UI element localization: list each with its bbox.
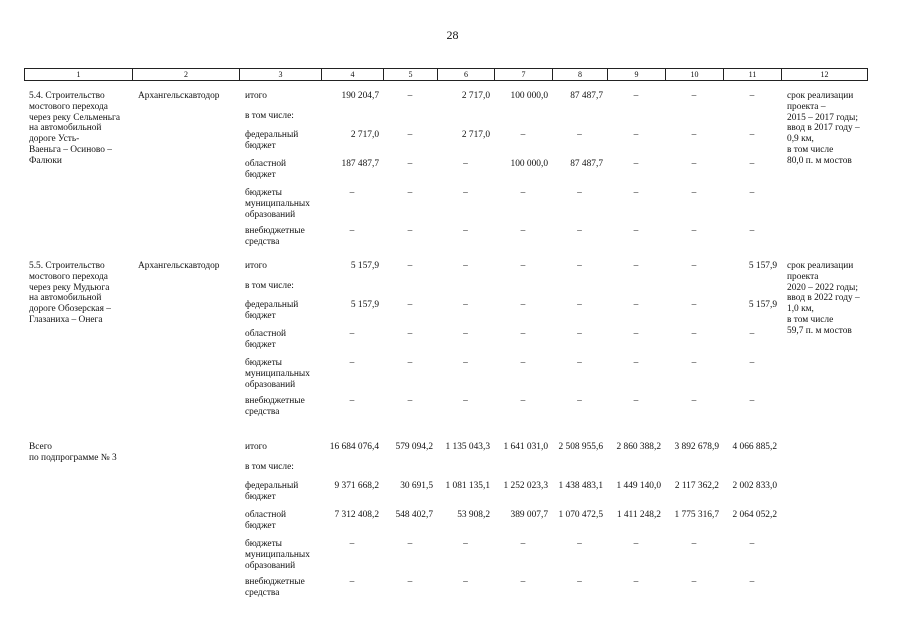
column-number-header — [24, 68, 868, 81]
value-dash: – — [407, 577, 413, 587]
value-cell: 53 908,2 — [457, 510, 490, 520]
value-dash: – — [407, 261, 413, 271]
value-dash: – — [407, 188, 413, 198]
value-dash: – — [691, 261, 697, 271]
project-name-line: дороге Обозерская – — [29, 304, 111, 315]
value-cell: 87 487,7 — [570, 91, 603, 101]
value-dash: – — [691, 329, 697, 339]
column-header-9: 9 — [607, 69, 665, 80]
value-cell: 5 157,9 — [748, 261, 777, 271]
funding-source-label: бюджет — [245, 339, 276, 350]
funding-source-label: в том числе: — [245, 111, 294, 121]
funding-source-label: муниципальных — [245, 368, 310, 379]
funding-source-label: средства — [245, 587, 280, 598]
value-dash: – — [577, 188, 582, 198]
value-cell: 187 487,7 — [341, 159, 379, 169]
project-name-line: Глазаниха – Онега — [29, 315, 103, 325]
executor: Архангельскавтодор — [138, 261, 220, 271]
value-dash: – — [520, 226, 526, 236]
value-dash: – — [463, 358, 468, 368]
funding-source-label: образований — [245, 560, 296, 571]
funding-source-label: итого — [245, 261, 267, 271]
value-dash: – — [749, 358, 755, 368]
value-dash: – — [463, 539, 468, 549]
project-name-line: мостового перехода — [29, 271, 108, 282]
column-header-3: 3 — [239, 69, 321, 80]
value-cell: 1 411 248,2 — [616, 510, 661, 520]
project-note-line: ввод в 2017 году – — [787, 123, 860, 134]
funding-source-label: бюджет — [245, 169, 276, 180]
value-cell: 2 717,0 — [461, 130, 490, 140]
value-dash: – — [349, 539, 355, 549]
column-header-7: 7 — [494, 69, 552, 80]
project-name-line: на автомобильной — [29, 293, 102, 304]
column-header-10: 10 — [665, 69, 723, 80]
value-dash: – — [520, 130, 526, 140]
value-dash: – — [691, 130, 697, 140]
value-dash: – — [349, 358, 355, 368]
project-name-line: 5.4. Строительство — [29, 91, 105, 101]
value-dash: – — [407, 159, 413, 169]
value-cell: 5 157,9 — [350, 261, 379, 271]
executor: Архангельскавтодор — [138, 91, 220, 101]
project-note-line: проекта — [787, 271, 819, 282]
value-dash: – — [691, 300, 697, 310]
value-dash: – — [749, 226, 755, 236]
funding-source-label: итого — [245, 442, 267, 452]
value-cell: 30 691,5 — [400, 481, 433, 491]
value-cell: 5 157,9 — [350, 300, 379, 310]
value-dash: – — [577, 329, 582, 339]
value-cell: 1 135 043,3 — [445, 442, 490, 452]
project-name-line: на автомобильной — [29, 123, 102, 134]
value-dash: – — [463, 188, 468, 198]
project-name-line: дороге Усть- — [29, 134, 80, 145]
value-dash: – — [577, 130, 582, 140]
value-cell: 7 312 408,2 — [334, 510, 379, 520]
project-name-line: мостового перехода — [29, 101, 108, 112]
value-dash: – — [520, 261, 526, 271]
funding-source-label: муниципальных — [245, 549, 310, 560]
value-dash: – — [407, 91, 413, 101]
value-dash: – — [463, 159, 468, 169]
value-cell: 2 717,0 — [350, 130, 379, 140]
value-cell: 100 000,0 — [510, 159, 548, 169]
project-note-line: в том числе — [787, 145, 834, 155]
project-note-line: 80,0 п. м мостов — [787, 155, 852, 166]
funding-source-label: образований — [245, 379, 296, 390]
value-cell: 1 070 472,5 — [558, 510, 603, 520]
project-note-line: 2020 – 2022 годы; — [787, 282, 858, 293]
value-dash: – — [691, 539, 697, 549]
value-cell: 1 775 316,7 — [674, 510, 719, 520]
value-dash: – — [463, 396, 468, 406]
value-cell: 2 508 955,6 — [558, 442, 603, 452]
value-cell: 3 892 678,9 — [674, 442, 719, 452]
column-header-2: 2 — [132, 69, 239, 80]
funding-source-label: областной — [245, 159, 287, 169]
value-dash: – — [633, 539, 639, 549]
project-note-line: ввод в 2022 году – — [787, 293, 860, 304]
value-cell: 1 449 140,0 — [616, 481, 661, 491]
funding-source-label: внебюджетные — [245, 226, 305, 236]
value-dash: – — [349, 226, 355, 236]
value-cell: 2 717,0 — [461, 91, 490, 101]
value-dash: – — [520, 539, 526, 549]
project-name-line: Ваеньга – Осиново – — [29, 145, 112, 155]
column-header-5: 5 — [383, 69, 437, 80]
funding-source-label: федеральный — [245, 300, 299, 310]
page-number: 28 — [446, 28, 459, 42]
project-name-line: 5.5. Строительство — [29, 261, 105, 271]
value-dash: – — [691, 226, 697, 236]
value-dash: – — [407, 396, 413, 406]
value-dash: – — [577, 396, 582, 406]
value-dash: – — [691, 159, 697, 169]
value-cell: 2 064 052,2 — [732, 510, 777, 520]
funding-source-label: бюджет — [245, 491, 276, 502]
value-cell: 16 684 076,4 — [329, 442, 379, 452]
value-cell: 548 402,7 — [395, 510, 433, 520]
project-note-line: 1,0 км, — [787, 304, 814, 315]
value-dash: – — [577, 300, 582, 310]
value-dash: – — [407, 329, 413, 339]
value-dash: – — [349, 577, 355, 587]
project-note-line: проекта – — [787, 101, 826, 112]
value-dash: – — [520, 188, 526, 198]
value-dash: – — [691, 396, 697, 406]
funding-source-label: внебюджетные — [245, 577, 305, 587]
value-dash: – — [633, 188, 639, 198]
column-header-11: 11 — [723, 69, 781, 80]
funding-source-label: бюджеты — [245, 539, 282, 549]
value-dash: – — [407, 300, 413, 310]
project-note-line: срок реализации — [787, 261, 854, 271]
value-dash: – — [633, 396, 639, 406]
project-name-line: Всего — [29, 442, 52, 452]
value-dash: – — [633, 91, 639, 101]
value-dash: – — [749, 91, 755, 101]
value-dash: – — [349, 329, 355, 339]
value-dash: – — [463, 261, 468, 271]
value-cell: 389 007,7 — [510, 510, 548, 520]
value-dash: – — [577, 261, 582, 271]
value-cell: 1 438 483,1 — [558, 481, 603, 491]
value-dash: – — [633, 300, 639, 310]
funding-source-label: итого — [245, 91, 267, 101]
column-header-6: 6 — [437, 69, 494, 80]
value-cell: 1 252 023,3 — [503, 481, 548, 491]
value-dash: – — [691, 358, 697, 368]
value-dash: – — [633, 358, 639, 368]
value-cell: 100 000,0 — [510, 91, 548, 101]
funding-source-label: областной — [245, 329, 287, 339]
project-note-line: срок реализации — [787, 91, 854, 101]
value-dash: – — [577, 358, 582, 368]
value-dash: – — [749, 577, 755, 587]
project-name-line: через реку Мудьюга — [29, 282, 110, 293]
project-note-line: в том числе — [787, 315, 834, 325]
value-cell: 1 641 031,0 — [503, 442, 548, 452]
funding-source-label: федеральный — [245, 130, 299, 140]
value-dash: – — [749, 130, 755, 140]
funding-source-label: муниципальных — [245, 198, 310, 209]
funding-source-label: бюджет — [245, 310, 276, 321]
value-dash: – — [520, 300, 526, 310]
value-cell: 9 371 668,2 — [334, 481, 379, 491]
value-dash: – — [577, 226, 582, 236]
funding-source-label: внебюджетные — [245, 396, 305, 406]
funding-source-label: бюджеты — [245, 188, 282, 198]
column-header-4: 4 — [321, 69, 383, 80]
value-dash: – — [407, 539, 413, 549]
project-name-line: через реку Сельменьга — [29, 112, 121, 123]
project-note-line: 0,9 км, — [787, 134, 814, 145]
value-dash: – — [749, 539, 755, 549]
funding-source-label: федеральный — [245, 481, 299, 491]
value-cell: 2 002 833,0 — [732, 481, 777, 491]
value-cell: 579 094,2 — [395, 442, 433, 452]
value-cell: 4 066 885,2 — [732, 442, 777, 452]
value-dash: – — [349, 188, 355, 198]
value-cell: 87 487,7 — [570, 159, 603, 169]
value-dash: – — [349, 396, 355, 406]
funding-source-label: образований — [245, 209, 296, 220]
funding-source-label: средства — [245, 406, 280, 417]
column-header-1: 1 — [24, 69, 132, 80]
value-dash: – — [407, 226, 413, 236]
value-dash: – — [749, 188, 755, 198]
value-dash: – — [577, 577, 582, 587]
value-cell: 5 157,9 — [748, 300, 777, 310]
column-header-12: 12 — [781, 69, 868, 80]
funding-source-label: средства — [245, 236, 280, 247]
project-name-line: по подпрограмме № 3 — [29, 452, 117, 463]
project-note-line: 2015 – 2017 годы; — [787, 112, 858, 123]
value-dash: – — [407, 358, 413, 368]
value-cell: 190 204,7 — [341, 91, 379, 101]
funding-source-label: в том числе: — [245, 462, 294, 472]
value-cell: 1 081 135,1 — [445, 481, 490, 491]
project-note-line: 59,7 п. м мостов — [787, 325, 852, 336]
value-dash: – — [633, 329, 639, 339]
value-dash: – — [520, 358, 526, 368]
funding-source-label: бюджет — [245, 520, 276, 531]
value-dash: – — [407, 130, 413, 140]
value-dash: – — [463, 300, 468, 310]
value-dash: – — [463, 329, 468, 339]
column-header-8: 8 — [552, 69, 607, 80]
value-dash: – — [520, 396, 526, 406]
value-dash: – — [633, 226, 639, 236]
value-dash: – — [463, 577, 468, 587]
funding-source-label: бюджет — [245, 140, 276, 151]
value-dash: – — [691, 188, 697, 198]
value-dash: – — [749, 329, 755, 339]
value-dash: – — [520, 577, 526, 587]
funding-source-label: областной — [245, 510, 287, 520]
value-dash: – — [633, 261, 639, 271]
value-dash: – — [691, 91, 697, 101]
value-cell: 2 860 388,2 — [616, 442, 661, 452]
value-dash: – — [463, 226, 468, 236]
value-dash: – — [691, 577, 697, 587]
project-name-line: Фалюки — [29, 155, 62, 166]
value-dash: – — [633, 577, 639, 587]
funding-source-label: в том числе: — [245, 281, 294, 291]
value-cell: 2 117 362,2 — [674, 481, 719, 491]
value-dash: – — [633, 159, 639, 169]
value-dash: – — [577, 539, 582, 549]
funding-source-label: бюджеты — [245, 358, 282, 368]
value-dash: – — [749, 159, 755, 169]
value-dash: – — [633, 130, 639, 140]
value-dash: – — [520, 329, 526, 339]
value-dash: – — [749, 396, 755, 406]
